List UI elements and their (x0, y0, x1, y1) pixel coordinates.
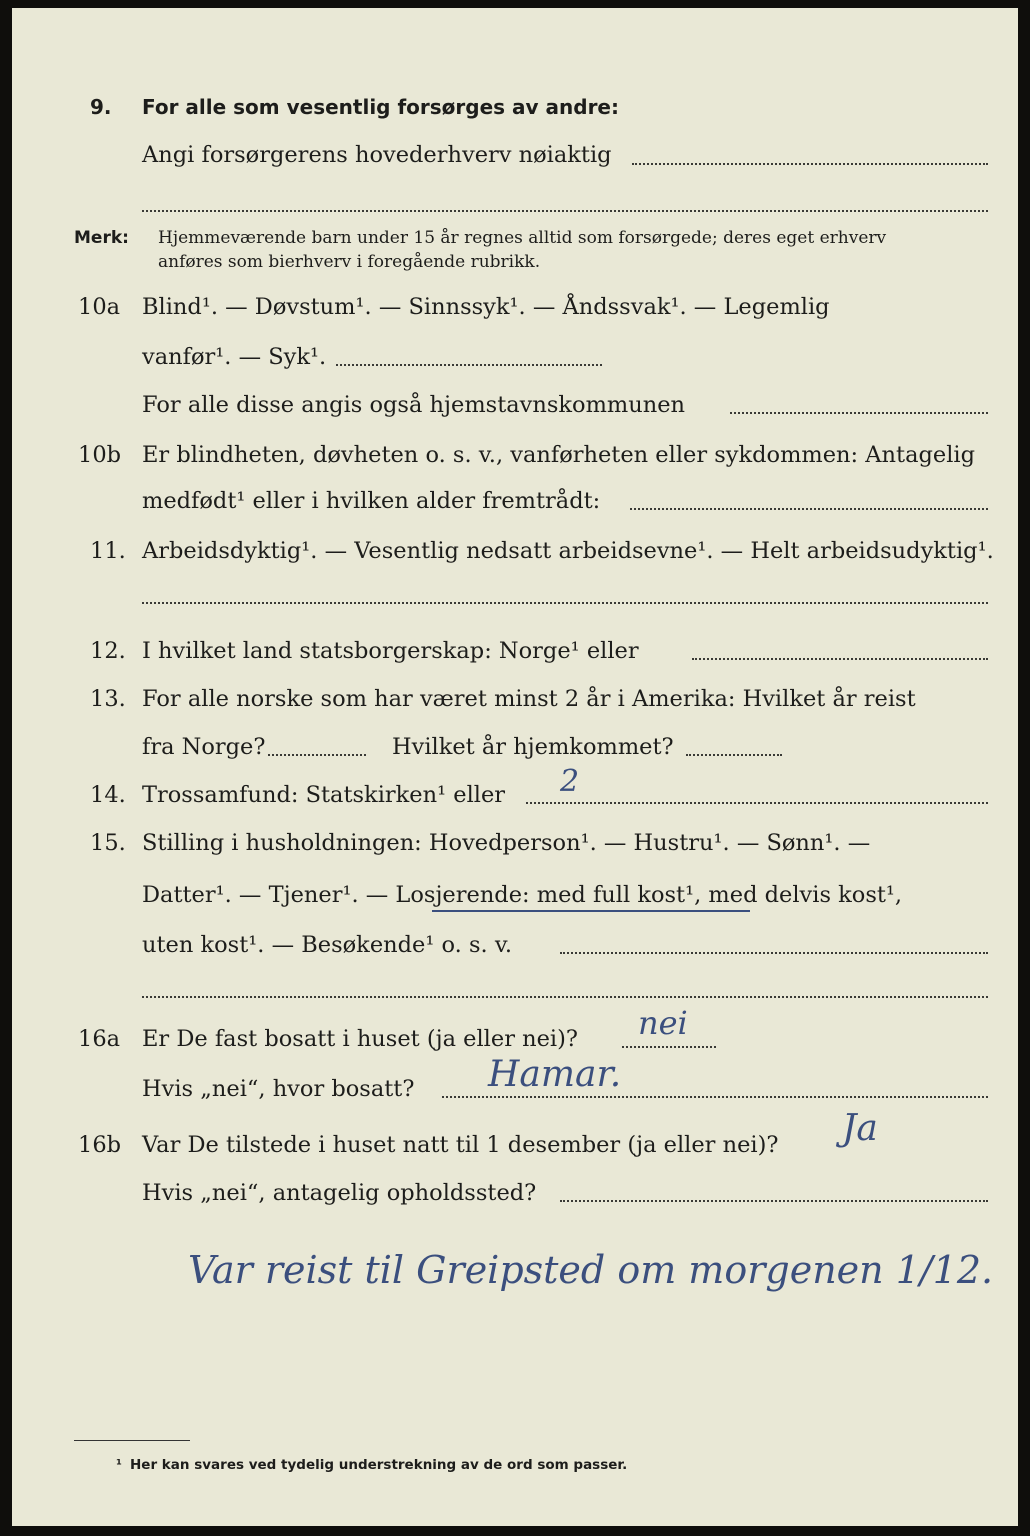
q10a-line2: vanfør¹. — Syk¹. (142, 344, 327, 370)
q16a-line2: Hvis „nei“, hvor bosatt? (142, 1076, 415, 1102)
q13-hjemkommet-line[interactable] (686, 754, 782, 756)
q15-number: 15. (90, 830, 126, 856)
q9-answer-line[interactable] (632, 163, 988, 165)
q9-number: 9. (90, 95, 112, 119)
q10b-answer-line[interactable] (630, 508, 988, 510)
q15-line3: uten kost¹. — Besøkende¹ o. s. v. (142, 932, 513, 958)
q15-answer-line-2[interactable] (142, 996, 988, 998)
footnote-mark: ¹ (116, 1457, 122, 1473)
q16b-line2: Hvis „nei“, antagelig opholdssted? (142, 1180, 537, 1206)
q16a-number: 16a (78, 1026, 121, 1052)
q11-line1: Arbeidsdyktig¹. — Vesentlig nedsatt arbeidsevne¹. — Helt arbeidsudyktig¹. (142, 538, 994, 564)
q9-line1: For alle som vesentlig forsørges av andre: (142, 95, 619, 119)
q13-line2a: fra Norge? (142, 734, 266, 760)
q11-answer-line[interactable] (142, 602, 988, 604)
q9-answer-line-2[interactable] (142, 210, 988, 212)
q16a-answer1: nei (638, 1004, 688, 1042)
q12-number: 12. (90, 638, 126, 664)
q10a-hjemstavn-line[interactable] (730, 412, 988, 414)
q10a-number: 10a (78, 294, 121, 320)
q9-line2: Angi forsørgerens hovederhverv nøiaktig (142, 142, 612, 168)
q11-number: 11. (90, 538, 126, 564)
q10a-line1: Blind¹. — Døvstum¹. — Sinnssyk¹. — Åndssvak¹. — Legemlig (142, 294, 830, 320)
q14-answer: 2 (560, 764, 580, 799)
q16b-line1: Var De tilstede i huset natt til 1 desember (ja eller nei)? (142, 1132, 779, 1158)
q16a-answer2-line[interactable] (442, 1096, 988, 1098)
handwritten-note: Var reist til Greipsted om morgenen 1/12. (188, 1248, 994, 1292)
merk-line2: anføres som bierhverv i foregående rubrikk. (158, 252, 541, 272)
q13-line1: For alle norske som har været minst 2 år i Amerika: Hvilket år reist (142, 686, 916, 712)
merk-line1: Hjemmeværende barn under 15 år regnes alltid som forsørgede; deres eget erhverv (158, 228, 887, 248)
q10b-line2: medfødt¹ eller i hvilken alder fremtrådt: (142, 488, 601, 514)
q13-reist-line[interactable] (268, 754, 366, 756)
q12-answer-line[interactable] (692, 658, 988, 660)
merk-label: Merk: (74, 228, 129, 248)
q16b-answer1: Ja (842, 1108, 878, 1149)
q16a-answer2: Hamar. (488, 1054, 622, 1095)
q15-line1: Stilling i husholdningen: Hovedperson¹. — Hustru¹. — Sønn¹. — (142, 830, 871, 856)
q16b-number: 16b (78, 1132, 122, 1158)
q10b-line1: Er blindheten, døvheten o. s. v., vanførheten eller sykdommen: Antagelig (142, 442, 975, 468)
q16a-answer1-line[interactable] (622, 1046, 716, 1048)
q14-answer-line[interactable] (526, 802, 988, 804)
census-form-page (12, 8, 1018, 1526)
q10a-line3: For alle disse angis også hjemstavnskommunen (142, 392, 686, 418)
q13-line2b: Hvilket år hjemkommet? (392, 734, 674, 760)
q15-answer-line[interactable] (560, 952, 988, 954)
q16a-line1: Er De fast bosatt i huset (ja eller nei)? (142, 1026, 578, 1052)
q15-underline-mark (432, 910, 750, 912)
q12-line1: I hvilket land statsborgerskap: Norge¹ eller (142, 638, 639, 664)
q14-number: 14. (90, 782, 126, 808)
q10a-answer-line[interactable] (336, 364, 602, 366)
q13-number: 13. (90, 686, 126, 712)
q15-line2: Datter¹. — Tjener¹. — Losjerende: med full kost¹, med delvis kost¹, (142, 882, 903, 908)
footnote-rule (74, 1440, 190, 1441)
q16b-answer2-line[interactable] (560, 1200, 988, 1202)
q10b-number: 10b (78, 442, 122, 468)
q14-line1: Trossamfund: Statskirken¹ eller (142, 782, 506, 808)
footnote-text: Her kan svares ved tydelig understrekning av de ord som passer. (130, 1457, 628, 1473)
